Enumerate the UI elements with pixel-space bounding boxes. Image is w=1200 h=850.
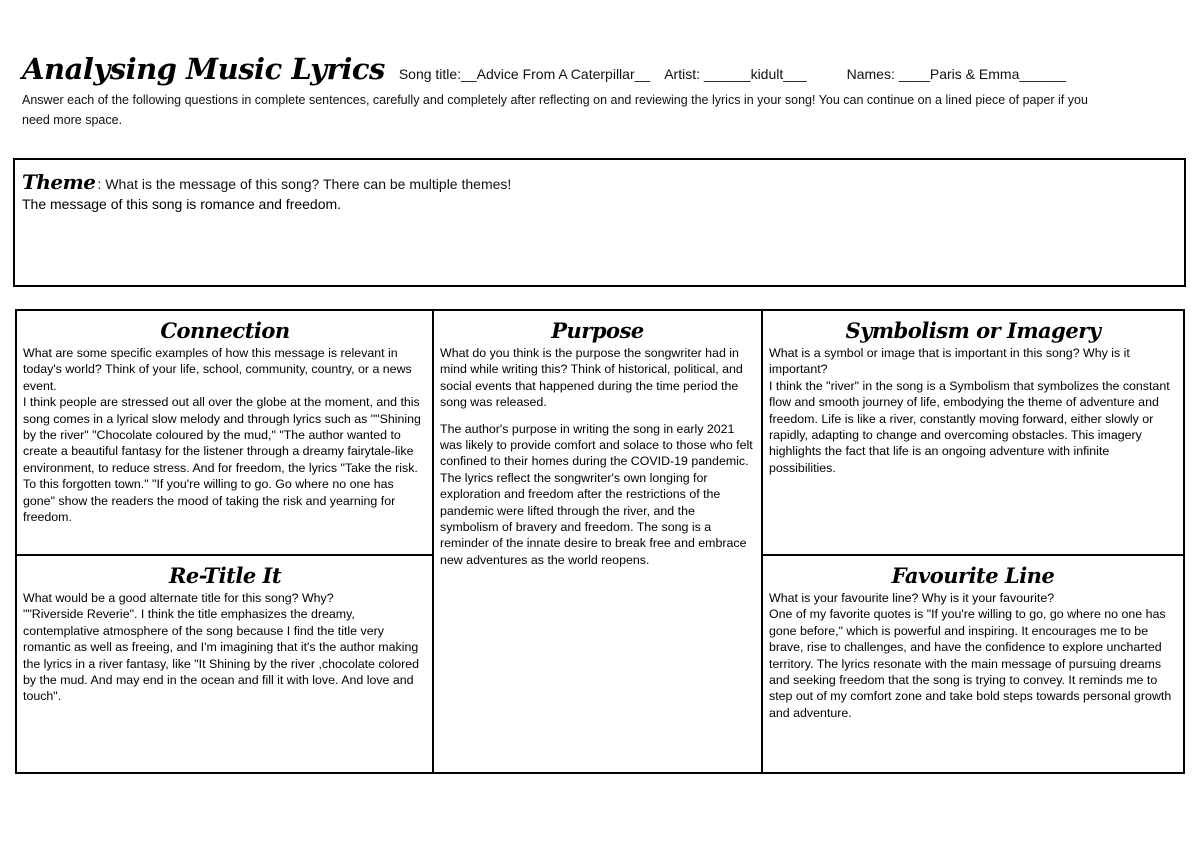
names-field: Names: ____Paris & Emma______	[846, 66, 1067, 82]
title-row	[22, 52, 1182, 86]
favourite-question: What is your favourite line? Why is it your favourite?	[769, 591, 1055, 605]
artist-field: Artist: ______kidult___	[664, 66, 807, 82]
connection-answer: I think people are stressed out all over the globe at the moment, and this song comes in a lyrical slow melody and through lyrics such as ""Shining by the river" "Chocolate coloured by the mud," "The author wanted to create a beautiful fantasy for the listener through a dreamy fairytale-like environment, to reduce stress. And for freedom, the lyrics "Take the risk. To this forgotten town." "If you're willing to go. Go where no one has gone" show the readers the mood of taking the risk and yearning for freedom.	[23, 395, 421, 525]
retitle-answer: ""Riverside Reverie". I think the title emphasizes the dreamy, contemplative atmosphere of the song because I find the title very romantic as well as freeing, and I'm imagining that it's the author making the lyrics in a river fantasy, like "It Shining by the river ,chocolate colored by the mud. And may end in the ocean and fill it with love. And love and touch".	[23, 607, 420, 704]
retitle-heading: Re-Title It	[168, 563, 282, 588]
page-title: Analysing Music Lyrics	[22, 52, 385, 86]
worksheet-header	[22, 52, 1182, 130]
analysis-grid	[15, 309, 1185, 774]
symbolism-heading: Symbolism or Imagery	[845, 318, 1101, 343]
purpose-heading: Purpose	[551, 318, 644, 343]
purpose-section	[434, 311, 761, 772]
favourite-section	[763, 556, 1183, 772]
retitle-section	[17, 556, 433, 772]
symbolism-answer: I think the "river" in the song is a Symbolism that symbolizes the constant flow and smooth journey of life, embodying the theme of adventure and freedom. Life is like a river, constantly moving forward, either slowly or rapidly, adapting to change and overcoming obstacles. This imagery highlights the fact that life is an ongoing adventure with infinite possibilities.	[769, 378, 1170, 475]
connection-question: What are some specific examples of how this message is relevant in today's world? Think of your life, school, community, country, or a news event.	[23, 346, 412, 393]
purpose-question: What do you think is the purpose the songwriter had in mind while writing this? Think of historical, political, and social events that happened during the time period the song was released.	[440, 346, 743, 410]
instructions-text: Answer each of the following questions in complete sentences, carefully and completely after reflecting on and reviewing the lyrics in your song! You can continue on a lined piece of paper if you need more space.	[22, 93, 1088, 127]
theme-heading: Theme	[22, 170, 96, 194]
purpose-answer: The author's purpose in writing the song in early 2021 was likely to provide comfort and solace to those who felt confined to their homes during the COVID-19 pandemic. The lyrics reflect the songwriter's own longing for exploration and freedom after the restrictions of the pandemic were lifted through the river, and the symbolism of bravery and freedom. The song is a reminder of the innate desire to break free and embrace new adventures as the world reopens.	[440, 421, 753, 567]
retitle-question: What would be a good alternate title for this song? Why?	[23, 591, 334, 605]
theme-section	[13, 158, 1186, 287]
favourite-answer: One of my favorite quotes is "If you're willing to go, go where no one has gone before," which is powerful and inspiring. It encourages me to be brave, rise to challenges, and have the confidence to explore uncharted territory. The lyrics resonate with the main message of pursuing dreams and seeking freedom that the song is trying to convey. It reminds me to step out of my comfort zone and take bold steps towards personal growth and adventure.	[769, 607, 1172, 720]
favourite-heading: Favourite Line	[891, 563, 1055, 588]
symbolism-section	[763, 311, 1183, 554]
song-title-field: Song title:__Advice From A Caterpillar__	[398, 66, 651, 82]
connection-section	[17, 311, 433, 554]
symbolism-question: What is a symbol or image that is important in this song? Why is it important?	[769, 346, 1130, 377]
theme-answer: The message of this song is romance and freedom.	[22, 196, 342, 212]
theme-question: : What is the message of this song? There can be multiple themes!	[97, 176, 512, 192]
connection-heading: Connection	[160, 318, 290, 343]
